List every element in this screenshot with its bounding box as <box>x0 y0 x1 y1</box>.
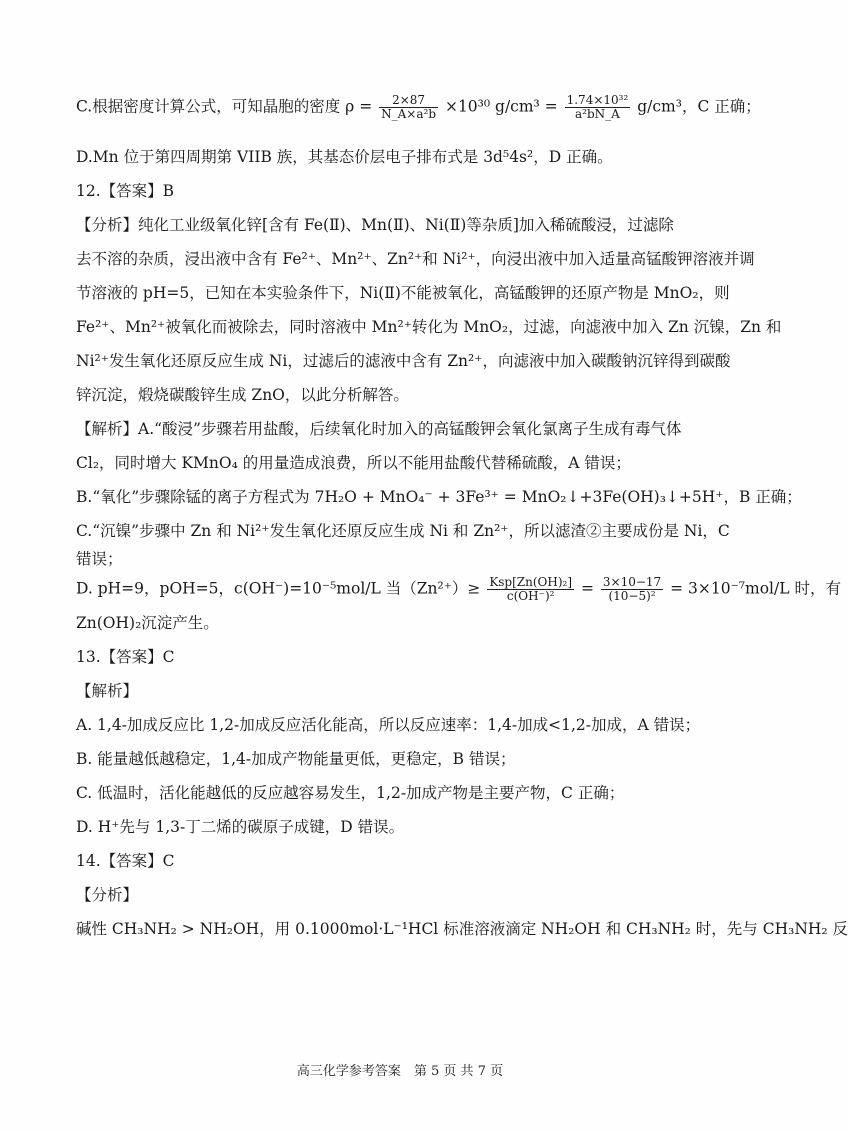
text-line: 错误； <box>76 550 123 568</box>
answer-heading: 14.【答案】C <box>76 852 175 870</box>
fraction-denominator: a²bN_A <box>575 107 620 121</box>
text-line: 【解析】 <box>76 682 139 700</box>
fraction <box>487 576 574 603</box>
text-line: 碱性 CH₃NH₂ > NH₂OH，用 0.1000mol·L⁻¹HCl 标准溶液滴定 NH₂OH 和 CH₃NH₂ 时，先与 CH₃NH₂ 反 <box>76 920 848 938</box>
text-line: D. H⁺先与 1,3-丁二烯的碳原子成键，D 错误。 <box>76 818 405 836</box>
fraction <box>565 94 631 121</box>
fraction-denominator: (10−5)² <box>608 589 656 603</box>
fraction <box>379 94 438 121</box>
fraction-numerator: 3×10−17 <box>602 575 662 589</box>
text-line: C. 低温时，活化能越低的反应越容易发生，1,2-加成产物是主要产物，C 正确； <box>76 784 625 802</box>
text-line: Ni²⁺发生氧化还原反应生成 Ni，过滤后的滤液中含有 Zn²⁺，向滤液中加入碳酸钠沉锌得到碳酸 <box>76 352 731 370</box>
text-line: 【解析】A.“酸浸”步骤若用盐酸，后续氧化时加入的高锰酸钾会氧化氯离子生成有毒气体 <box>76 420 682 438</box>
text-line: Cl₂，同时增大 KMnO₄ 的用量造成浪费，所以不能用盐酸代替稀硫酸，A 错误； <box>76 454 631 472</box>
text-line: 【分析】 <box>76 886 139 904</box>
text-line: 节溶液的 pH=5，已知在本实验条件下，Ni(Ⅱ)不能被氧化，高锰酸钾的还原产物是 MnO₂，则 <box>76 284 730 302</box>
text-line: A. 1,4-加成反应比 1,2-加成反应活化能高，所以反应速率：1,4-加成<1,2-加成，A 错误； <box>76 716 701 734</box>
text-line: C.“沉镍”步骤中 Zn 和 Ni²⁺发生氧化还原反应生成 Ni 和 Zn²⁺，所以滤渣②主要成份是 Ni，C <box>76 522 730 540</box>
text-line: 去不溶的杂质，浸出液中含有 Fe²⁺、Mn²⁺、Zn²⁺和 Ni²⁺，向浸出液中加入适量高锰酸钾溶液并调 <box>76 250 755 268</box>
fraction <box>601 576 663 603</box>
text-segment: D. pH=9，pOH=5，c(OH⁻)=10⁻⁵mol/L 当（Zn²⁺）≥ <box>76 579 481 598</box>
text-line: 【分析】纯化工业级氧化锌[含有 Fe(Ⅱ)、Mn(Ⅱ)、Ni(Ⅱ)等杂质]加入稀硫酸浸，过滤除 <box>76 216 674 234</box>
text-segment: C.根据密度计算公式，可知晶胞的密度 ρ = <box>76 97 373 116</box>
fraction-numerator: 2×87 <box>379 94 438 108</box>
text-line: Zn(OH)₂沉淀产生。 <box>76 614 219 632</box>
text-line: D.Mn 位于第四周期第 VIIB 族，其基态价层电子排布式是 3d⁵4s²，D 正确。 <box>76 148 613 166</box>
text-segment: = <box>580 579 594 598</box>
fraction-denominator: N_A×a²b <box>381 107 437 121</box>
fraction-denominator: c(OH⁻)² <box>506 589 555 603</box>
answer-heading: 12.【答案】B <box>76 182 175 200</box>
fraction-numerator: Ksp[Zn(OH)₂] <box>489 575 573 589</box>
fraction-numerator: 1.74×10³² <box>566 93 629 107</box>
text-line <box>76 575 841 603</box>
page-footer: 高三化学参考答案 第 5 页 共 7 页 <box>296 1064 504 1079</box>
text-segment: ×10³⁰ g/cm³ = <box>444 97 558 116</box>
text-line: B.“氧化”步骤除锰的离子方程式为 7H₂O + MnO₄⁻ + 3Fe³⁺ = MnO₂↓+3Fe(OH)₃↓+5H⁺，B 正确； <box>76 488 802 506</box>
text-line: B. 能量越低越稳定，1,4-加成产物能量更低，更稳定，B 错误； <box>76 750 516 768</box>
text-line: 锌沉淀，煅烧碳酸锌生成 ZnO，以此分析解答。 <box>76 386 409 404</box>
text-segment: g/cm³，C 正确； <box>637 97 761 116</box>
answer-heading: 13.【答案】C <box>76 648 175 666</box>
text-line: Fe²⁺、Mn²⁺被氧化而被除去，同时溶液中 Mn²⁺转化为 MnO₂，过滤，向滤液中加入 Zn 沉镍，Zn 和 <box>76 318 782 336</box>
text-line <box>76 93 761 121</box>
text-segment: = 3×10⁻⁷mol/L 时，有 <box>670 579 841 598</box>
